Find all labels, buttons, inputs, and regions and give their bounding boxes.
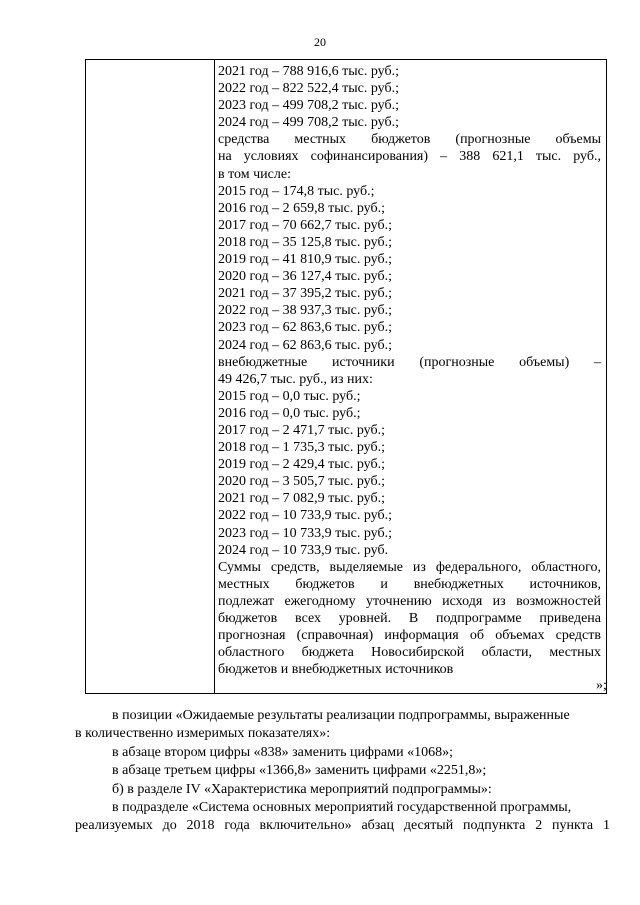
table-line: 49 426,7 тыс. руб., из них: — [218, 371, 373, 387]
paragraph-line: в абзаце третьем цифры «1366,8» заменить цифрами «2251,8»; — [112, 763, 487, 779]
table-line: 2023 год – 10 733,9 тыс. руб.; — [218, 525, 392, 541]
table-line: бюджетов и внебюджетных источников — [218, 662, 454, 678]
table-line: 2017 год – 70 662,7 тыс. руб.; — [218, 217, 392, 233]
table-line: 2019 год – 2 429,4 тыс. руб.; — [218, 457, 385, 473]
table-line: Суммы средств, выделяемые из федерального, областного, — [218, 559, 601, 575]
table-line: средства местных бюджетов (прогнозные объемы — [218, 132, 601, 148]
table-line: 2015 год – 0,0 тыс. руб.; — [218, 388, 361, 404]
table-line: областного бюджета Новосибирской области, местных — [218, 645, 601, 661]
table-right-cell — [218, 63, 601, 678]
table-line: 2021 год – 7 082,9 тыс. руб.; — [218, 491, 385, 507]
paragraph-line: б) в разделе IV «Характеристика мероприятий подпрограммы»: — [112, 781, 492, 797]
table-line: 2024 год – 499 708,2 тыс. руб.; — [218, 115, 399, 131]
table-line: прогнозная (справочная) информация об объемах средств — [218, 628, 601, 644]
table-line: 2021 год – 788 916,6 тыс. руб.; — [218, 64, 399, 79]
table-line: 2024 год – 10 733,9 тыс. руб. — [218, 542, 389, 558]
table-line: 2017 год – 2 471,7 тыс. руб.; — [218, 422, 385, 438]
table-line: 2018 год – 35 125,8 тыс. руб.; — [218, 234, 392, 250]
paragraph-line: в позиции «Ожидаемые результаты реализации подпрограммы, выраженные — [112, 708, 570, 723]
page-number: 20 — [314, 35, 326, 49]
table-line: 2022 год – 38 937,3 тыс. руб.; — [218, 303, 392, 319]
table-line: 2021 год – 37 395,2 тыс. руб.; — [218, 286, 392, 302]
table-line: 2023 год – 62 863,6 тыс. руб.; — [218, 320, 392, 336]
table-line: 2023 год – 499 708,2 тыс. руб.; — [218, 98, 399, 114]
table-column-divider — [214, 60, 215, 693]
table-line: внебюджетные источники (прогнозные объемы) – — [218, 354, 601, 370]
financing-table — [85, 59, 607, 694]
table-line: 2015 год – 174,8 тыс. руб.; — [218, 183, 375, 199]
table-line: 2020 год – 3 505,7 тыс. руб.; — [218, 474, 385, 490]
table-line: подлежат ежегодному уточнению исходя из возможностей — [218, 593, 601, 609]
paragraph-line: в абзаце втором цифры «838» заменить цифрами «1068»; — [112, 744, 453, 760]
table-line: 2016 год – 0,0 тыс. руб.; — [218, 405, 361, 421]
paragraph-line: в подразделе «Система основных мероприятий государственной программы, — [112, 799, 572, 815]
paragraph-line: реализуемых до 2018 года включительно» абзац десятый подпункта 2 пункта 1 — [75, 818, 610, 834]
table-line: 2018 год – 1 735,3 тыс. руб.; — [218, 440, 385, 456]
table-line: 2024 год – 62 863,6 тыс. руб.; — [218, 337, 392, 353]
paragraph-line: в количественно измеримых показателях»: — [75, 726, 331, 742]
closing-quote: »; — [596, 678, 607, 693]
table-line: 2016 год – 2 659,8 тыс. руб.; — [218, 200, 385, 216]
table-line: местных бюджетов и внебюджетных источников, — [218, 576, 601, 592]
table-line: 2022 год – 10 733,9 тыс. руб.; — [218, 508, 392, 524]
table-line: бюджетов всех уровней. В подпрограмме приведена — [218, 611, 601, 626]
table-line: в том числе: — [218, 166, 291, 182]
table-line: на условиях софинансирования) – 388 621,1 тыс. руб., — [218, 149, 601, 165]
table-line: 2019 год – 41 810,9 тыс. руб.; — [218, 252, 392, 268]
table-line: 2022 год – 822 522,4 тыс. руб.; — [218, 81, 399, 97]
table-line: 2020 год – 36 127,4 тыс. руб.; — [218, 269, 392, 285]
body-text — [75, 707, 610, 836]
